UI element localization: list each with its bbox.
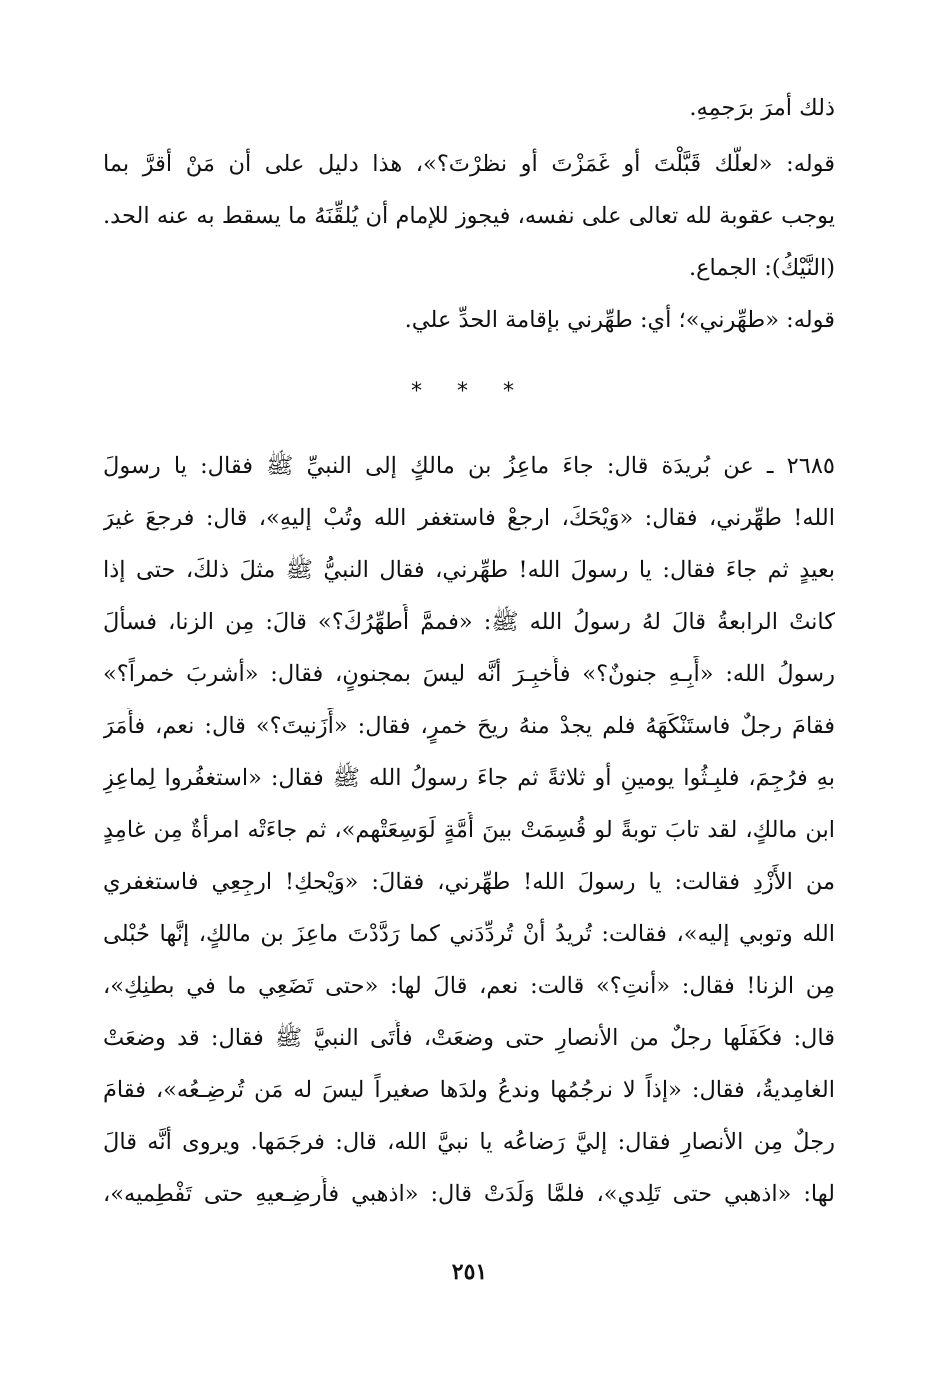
hadith-line: فقامَ رجلٌ فاستَنْكَهَهُ فلم يجدْ منهُ ريحَ خمرٍ، فقال: «أَزَنيتَ؟» قال: نعم، فأَمَرَ	[103, 713, 835, 739]
hadith-line: ٢٦٨٥ ـ عن بُريدَة قال: جاءَ ماعِزُ بن مالكٍ إلى النبيِّ ﷺ فقال: يا رسولَ	[103, 453, 835, 479]
hadith-line: رسولُ الله: «أَبِـهِ جنونٌ؟» فأُخبِـرَ أنَّه ليسَ بمجنونٍ، فقال: «أشربَ خمراً؟»	[103, 661, 835, 687]
hadith-line: قال: فكَفَلَها رجلٌ من الأنصارِ حتى وضعَتْ، فأَتَى النبيَّ ﷺ فقال: قد وضعَتْ	[103, 1025, 835, 1051]
page-number: ٢٥١	[451, 1259, 488, 1285]
hadith-line: بعيدٍ ثم جاءَ فقال: يا رسولَ الله! طهِّرني، فقال النبيُّ ﷺ مثلَ ذلكَ، حتى إذا	[103, 557, 835, 583]
hadith-line: كانتْ الرابعةُ قالَ لهُ رسولُ الله ﷺ: «فممَّ أُطهِّرُكَ؟» قالَ: مِن الزنا، فسألَ	[103, 609, 835, 635]
hadith-line: الله وتوبي إليه»، فقالت: تُريدُ أنْ تُردِّدَني كما رَدَّدْتَ ماعِزَ بن مالكٍ، إنَّها حُبْلى	[103, 921, 835, 947]
hadith-line: الله! طهِّرني، فقال: «وَيْحَكَ، ارجعْ فاستغفر الله وتُبْ إليهِ»، قال: فرجعَ غيرَ	[103, 505, 835, 531]
section-separator: * * *	[411, 379, 528, 404]
hadith-line: ابن مالكٍ، لقد تابَ توبةً لو قُسِمَتْ بينَ أُمَّةٍ لَوَسِعَتْهم»، ثم جاءَتْه امرأةٌ مِن غامِدٍ	[103, 817, 835, 843]
hadith-line: من الأَزْدِ فقالت: يا رسولَ الله! طهِّرني، فقالَ: «وَيْحكِ! ارجِعِي فاستغفري	[103, 869, 835, 895]
commentary-line: ذلك أمرَ برَجمِهِ.	[689, 95, 835, 121]
commentary-line: قوله: «لعلَّك قَبَّلْتَ أو غَمَزْتَ أو نظرْتَ؟»، هذا دليل على أن مَنْ أقرَّ بما	[103, 151, 835, 177]
hadith-line: رجلٌ مِن الأنصارِ فقال: إليَّ رَضاعُه يا نبيَّ الله، قال: فرجَمَها. ويروى أنَّه قالَ	[103, 1129, 835, 1155]
hadith-line: الغامِديةُ، فقال: «إذاً لا نرجُمُها وندعُ ولدَها صغيراً ليسَ له مَن تُرضِـعُه»، فقامَ	[103, 1077, 835, 1103]
commentary-line: يوجب عقوبة لله تعالى على نفسه، فيجوز للإمام أن يُلقِّنَهُ ما يسقط به عنه الحد.	[103, 203, 835, 229]
hadith-line: لها: «اذهبي حتى تَلِدي»، فلمَّا وَلَدَتْ قال: «اذهبي فأَرضِـعيهِ حتى تَفْطِميه»،	[103, 1181, 835, 1207]
hadith-line: مِن الزنا! فقال: «أنتِ؟» قالت: نعم، قالَ لها: «حتى تَضَعِي ما في بطنِكِ»،	[103, 973, 835, 999]
hadith-line: بهِ فرُجِمَ، فلبِـثُوا يومينِ أو ثلاثةً ثم جاءَ رسولُ الله ﷺ فقال: «استغفُروا لِماعِزِ	[103, 765, 835, 791]
commentary-line: قوله: «طهِّرني»؛ أي: طهِّرني بإقامة الحدِّ علي.	[404, 307, 835, 333]
commentary-line: (النَّيْكُ): الجماع.	[688, 255, 835, 281]
